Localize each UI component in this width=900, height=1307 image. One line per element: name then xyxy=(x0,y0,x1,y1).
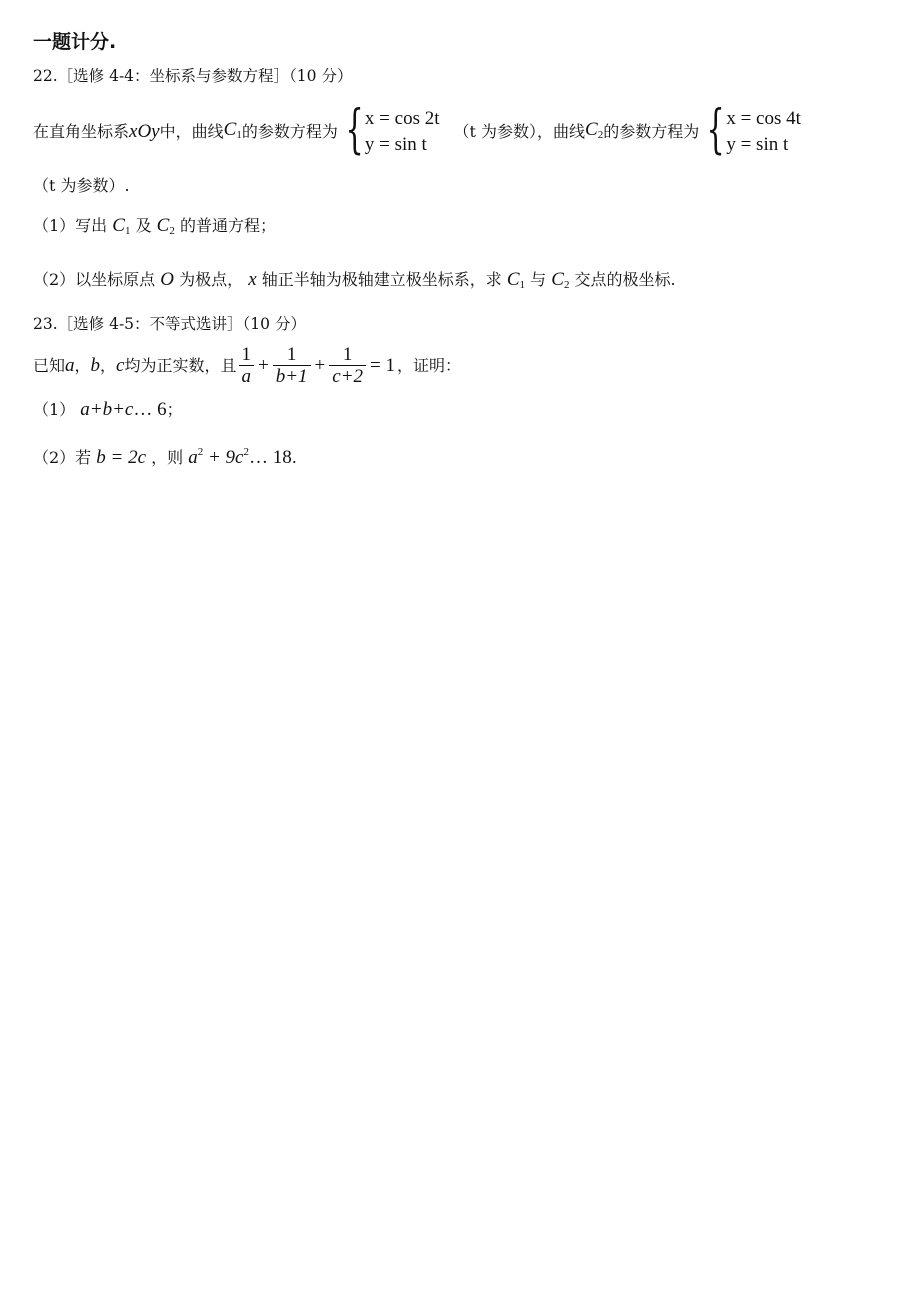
q22-xoy: xOy xyxy=(129,121,160,142)
q23-intro: 已知 a ， b ， c 均为正实数，且 $\frac{1}{a}$ + $\frac{1}{b+1}$ + $\frac{1}{c+2}$ = 1 ，证明： xyxy=(33,343,462,387)
q22-intro-text-a: 在直角坐标系 xyxy=(33,122,130,141)
sys1-row-1: x = cos 2t xyxy=(364,108,440,129)
q22-system-2 xyxy=(699,100,801,160)
q22-tail: （t 为参数）. xyxy=(33,176,130,195)
sys2-row-1: x = cos 4t xyxy=(726,108,801,129)
q22-c2: $C_2$ xyxy=(585,118,604,141)
q23-title: 23.［选修 4-5：不等式选讲］（10 分） xyxy=(33,315,306,333)
q23-part2: （2）若 b = 2c ，则 $a^2$ + $9c^2\dots$ 18. xyxy=(33,446,297,468)
q22-intro-text-d: 的参数方程为 xyxy=(603,122,700,141)
q22-part1: （1）写出 $C_1$ 及 $C_2$ 的普通方程； xyxy=(33,215,276,237)
sys1-row-2: y = sin t xyxy=(364,134,427,155)
q23-part1: （1） a+b+c… 6； xyxy=(33,399,183,420)
brace-icon: { xyxy=(345,100,364,160)
q22-system-1 xyxy=(338,100,440,160)
q22-c1: $C_1$ xyxy=(223,118,242,141)
q22-intro xyxy=(33,100,801,160)
q22-param-note: （t 为参数），曲线 xyxy=(453,122,586,141)
fraction-1: $\frac{1}{a}$ xyxy=(239,345,255,388)
fraction-2: $\frac{1}{b+1}$ xyxy=(273,345,311,388)
q22-part2: （2）以坐标原点 O 为极点， x 轴正半轴为极轴建立极坐标系，求 $C_1$ 与 $C_2$ 交点的极坐标. xyxy=(33,269,676,291)
fraction-3: $\frac{1}{c+2}$ xyxy=(329,345,366,388)
q22-intro-text-c: 的参数方程为 xyxy=(241,122,338,141)
brace-icon: { xyxy=(706,100,725,160)
sys2-row-2: y = sin t xyxy=(726,134,789,155)
q22-title: 22.［选修 4-4：坐标系与参数方程］（10 分） xyxy=(33,67,353,85)
q22-intro-text-b: 中，曲线 xyxy=(159,122,224,141)
section-header: 一题计分. xyxy=(33,31,117,53)
